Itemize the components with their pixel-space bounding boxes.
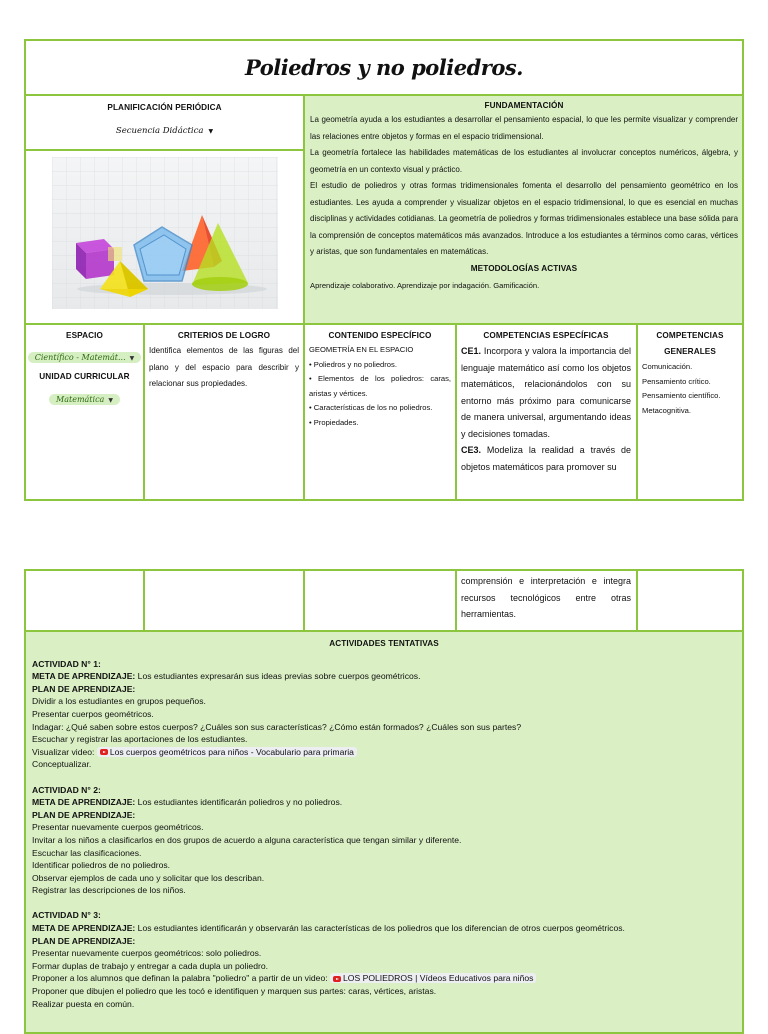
- fundamentacion-p1: La geometría ayuda a los estudiantes a desarrollar el pensamiento espacial, lo que les permite visualizar y comprender las relaciones entre objetos y formas en el espacio tridimensional.: [310, 115, 739, 141]
- activity-1-video-prefix: Visualizar video:: [32, 746, 97, 757]
- ce3-text: Modeliza la realidad a través de objetos matemáticos para promover su: [461, 445, 631, 472]
- contenido-line: GEOMETRÍA EN EL ESPACIO: [309, 345, 414, 354]
- planning-table: [24, 39, 744, 501]
- activity-3-step: Proponer que dibujen el poliedro que les tocó e identifiquen y marquen sus partes: caras, vértices, aristas.: [32, 986, 437, 997]
- planning-table-continued: [24, 569, 744, 1034]
- youtube-icon: [100, 749, 108, 755]
- unidad-value: Matemática: [56, 395, 105, 404]
- activity-2-title: ACTIVIDAD N° 2:: [32, 784, 101, 795]
- contenido-cell-continued: [304, 570, 456, 631]
- contenido-heading: CONTENIDO ESPECÍFICO: [328, 331, 432, 340]
- contenido-cell: [304, 324, 456, 500]
- activity-2-step: Observar ejemplos de cada uno y solicitar que los describan.: [32, 872, 265, 883]
- activity-1-meta-text: Los estudiantes expresarán sus ideas previas sobre cuerpos geométricos.: [135, 671, 421, 682]
- criterios-text: Identifica elementos de las figuras del plano y del espacio para describir y relacionar sus propiedades.: [149, 346, 299, 388]
- activity-3-step: Formar duplas de trabajo y entregar a cada dupla un poliedro.: [32, 960, 268, 971]
- activity-1-step: Presentar cuerpos geométricos.: [32, 708, 154, 719]
- espacio-dropdown[interactable]: [26, 347, 143, 365]
- planning-header: [26, 96, 303, 151]
- actividades-heading: ACTIVIDADES TENTATIVAS: [329, 639, 439, 648]
- activity-3-step: Realizar puesta en común.: [32, 998, 135, 1009]
- video-link-1-label: Los cuerpos geométricos para niños - Vocabulario para primaria: [109, 746, 354, 757]
- dropdown-caret-icon: ▼: [108, 397, 113, 404]
- espacio-heading: ESPACIO: [66, 331, 103, 340]
- polyhedra-image-wrap: [26, 151, 303, 314]
- dropdown-caret-icon: ▼: [208, 128, 214, 135]
- competencias-generales-cell-continued: [637, 570, 743, 631]
- competencia-general-item: Pensamiento crítico.: [642, 376, 711, 386]
- metodologias-heading: METODOLOGÍAS ACTIVAS: [470, 263, 578, 273]
- unidad-dropdown[interactable]: [26, 389, 143, 407]
- espacio-cell-continued: [25, 570, 144, 631]
- ce1-text: Incorpora y valora la importancia del lenguaje matemático así como los objetos matemáticos, relacionándolos con su entorno más próximo para comunicarse de manera universal, argumentando ideas y decisiones tomadas.: [461, 346, 631, 439]
- activity-3-plan-label: PLAN DE APRENDIZAJE:: [32, 935, 136, 946]
- competencia-general-item: Comunicación.: [642, 362, 693, 371]
- activity-1-title: ACTIVIDAD N° 1:: [32, 658, 101, 669]
- contenido-line: • Elementos de los poliedros: caras, aristas y vértices.: [309, 374, 451, 398]
- activity-3-meta-text: Los estudiantes identificarán y observarán las características de los poliedros que los diferencian de otros cuerpos geométricos.: [135, 923, 625, 934]
- competencia-general-item: Pensamiento científico.: [642, 391, 721, 400]
- page-title: Poliedros y no poliedros.: [245, 55, 523, 80]
- activity-1-step: Escuchar y registrar las aportaciones de los estudiantes.: [32, 734, 248, 745]
- ce3-code: CE3.: [461, 445, 482, 455]
- criterios-cell: [144, 324, 304, 500]
- metodologias-text: Aprendizaje colaborativo. Aprendizaje por indagación. Gamificación.: [310, 280, 540, 290]
- video-link-2[interactable]: [330, 973, 536, 983]
- ce3: [461, 442, 631, 475]
- fundamentacion-p3: El estudio de poliedros y otras formas tridimensionales fomenta el desarrollo del pensamiento geométrico en los estudiantes. Les ayuda a comprender y visualizar objetos en el espacio tridimensional, lo que es esencial en muchas disciplinas y actividades cotidianas. La geometría de poliedros y formas tridimensionales establece una base sólida para la comprensión de conceptos matemáticos más avanzados. Introduce a los estudiantes a términos como caras, vértices y aristas, que son fundamentales en matemáticas.: [310, 181, 739, 256]
- fundamentacion-p2: La geometría fortalece las habilidades matemáticas de los estudiantes al involucrar conceptos numéricos, álgebra, y geometría en un contexto visual y práctico.: [310, 148, 739, 174]
- fundamentacion-cell: [304, 95, 743, 324]
- ce1: [461, 343, 631, 442]
- activity-2-step: Identificar poliedros de no poliedros.: [32, 860, 171, 871]
- activity-3-meta-label: META DE APRENDIZAJE:: [32, 923, 136, 934]
- video-link-2-label: LOS POLIEDROS | Vídeos Educativos para niños: [343, 973, 534, 984]
- actividades-cell: [25, 631, 743, 1033]
- activity-1-step: Dividir a los estudiantes en grupos pequeños.: [32, 696, 206, 707]
- contenido-line: • Características de los no poliedros.: [309, 403, 433, 412]
- competencias-especificas-heading: COMPETENCIAS ESPECÍFICAS: [483, 331, 609, 340]
- activity-3-video-line: [32, 972, 736, 985]
- activity-1-step: Conceptualizar.: [32, 759, 92, 770]
- dropdown-caret-icon: ▼: [129, 355, 135, 362]
- activity-2-plan-label: PLAN DE APRENDIZAJE:: [32, 809, 136, 820]
- activity-2-step: Escuchar las clasificaciones.: [32, 847, 142, 858]
- activity-2-meta-label: META DE APRENDIZAJE:: [32, 797, 136, 808]
- planning-type-value: Secuencia Didáctica: [115, 126, 204, 136]
- planning-heading: PLANIFICACIÓN PERIÓDICA: [107, 103, 222, 112]
- competencias-especificas-cell: [456, 324, 637, 500]
- activity-2-step: Presentar nuevamente cuerpos geométricos.: [32, 822, 204, 833]
- competencias-generales-heading-2: GENERALES: [664, 347, 716, 356]
- competencias-generales-cell: [637, 324, 743, 500]
- activity-2-meta-text: Los estudiantes identificarán poliedros y no poliedros.: [135, 797, 343, 808]
- activity-1-video-line: [32, 746, 736, 759]
- planning-type-dropdown[interactable]: [26, 120, 303, 138]
- competencias-especificas-cell-continued: [456, 570, 637, 631]
- activity-1-meta-label: META DE APRENDIZAJE:: [32, 671, 136, 682]
- ce3-continued-text: comprensión e interpretación e integra recursos tecnológicos entre otras herramientas.: [461, 576, 631, 619]
- ce1-code: CE1.: [461, 346, 482, 356]
- activity-3-step: Presentar nuevamente cuerpos geométricos: solo poliedros.: [32, 948, 262, 959]
- criterios-cell-continued: [144, 570, 304, 631]
- activity-2-step: Registrar las descripciones de los niños.: [32, 885, 186, 896]
- video-link-1[interactable]: [97, 747, 357, 757]
- youtube-icon: [333, 976, 341, 982]
- activity-2-step: Invitar a los niños a clasificarlos en dos grupos de acuerdo a alguna característica que tengan similar y diferente.: [32, 834, 462, 845]
- contenido-line: • Propiedades.: [309, 417, 359, 427]
- espacio-value: Científico - Matemát...: [34, 353, 126, 362]
- contenido-line: • Poliedros y no poliedros.: [309, 359, 397, 369]
- espacio-cell: [25, 324, 144, 500]
- activity-1-plan-label: PLAN DE APRENDIZAJE:: [32, 683, 136, 694]
- actividades-content: [26, 632, 742, 1014]
- polyhedra-photo: [52, 157, 278, 309]
- activity-3-title: ACTIVIDAD N° 3:: [32, 910, 101, 921]
- unidad-heading: UNIDAD CURRICULAR: [39, 372, 130, 381]
- criterios-heading: CRITERIOS DE LOGRO: [177, 331, 271, 340]
- activity-3-video-prefix: Proponer a los alumnos que definan la palabra "poliedro" a partir de un video:: [32, 973, 331, 984]
- planning-cell: [25, 95, 304, 324]
- competencia-general-item: Metacognitiva.: [642, 405, 691, 415]
- title-cell: [25, 40, 743, 95]
- activity-1-step: Indagar: ¿Qué saben sobre estos cuerpos? ¿Cuáles son sus características? ¿Cómo están formados? ¿Cuáles son sus partes?: [32, 721, 522, 732]
- fundamentacion-heading: FUNDAMENTACIÓN: [484, 101, 564, 110]
- competencias-generales-heading-1: COMPETENCIAS: [656, 331, 724, 340]
